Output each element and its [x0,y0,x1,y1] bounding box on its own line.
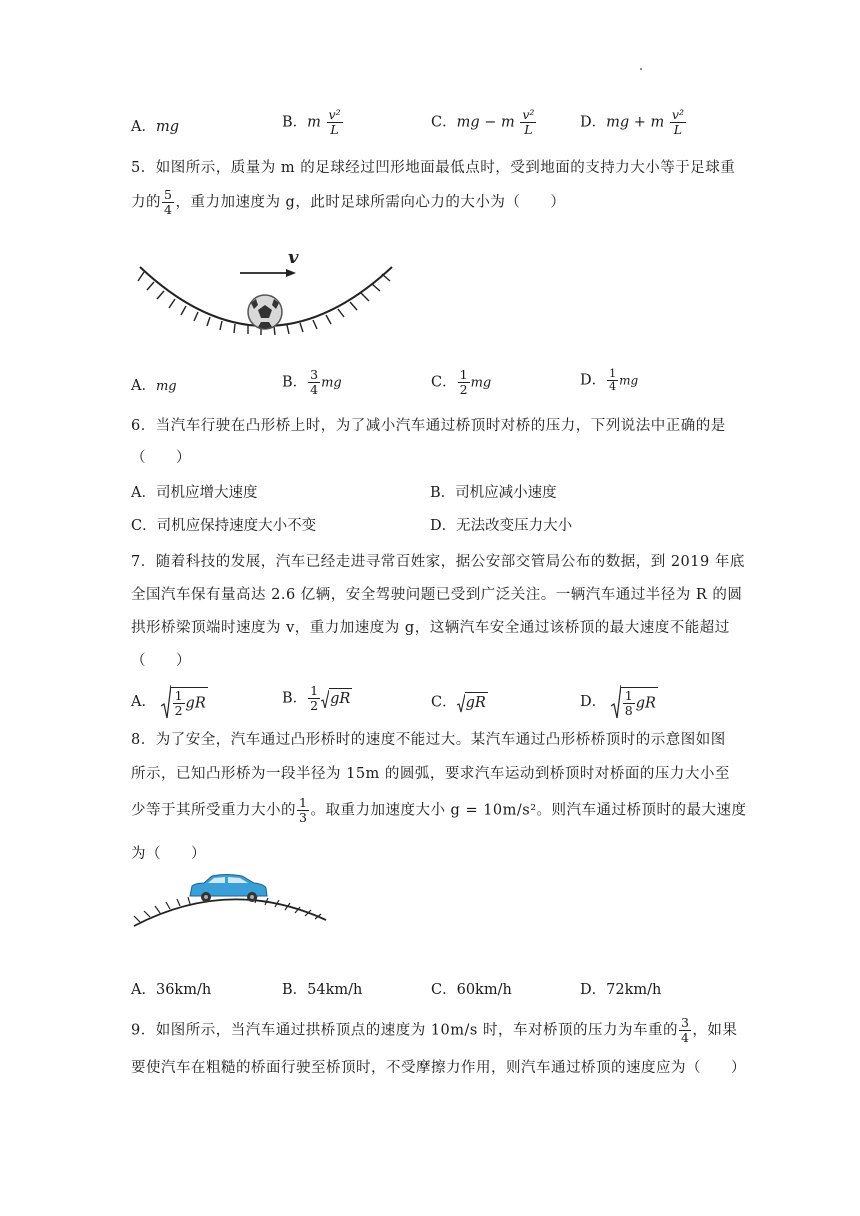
velocity-arrow [286,269,296,277]
q8-option-a: A．36km/h [131,982,212,998]
q7-option-c: C． gR [431,692,488,713]
soccer-ball-icon [248,295,282,329]
q8-line-4: 为（ ） [131,846,206,862]
q5-option-d: D． $\frac{1}{4}$ mg [580,367,639,393]
q7-line-4: （ ） [131,653,191,669]
q5-option-b: B． $\frac{3}{4}$ mg [282,367,342,397]
q8-option-d: D．72km/h [580,982,662,998]
q5-line-1: 5．如图所示，质量为 m 的足球经过凹形地面最低点时，受到地面的支持力大小等于足球重 [131,160,736,176]
q7-line-1: 7．随着科技的发展，汽车已经走进寻常百姓家，据公安部交管局公布的数据，到 2019 年底 [131,554,745,570]
car-icon [190,875,267,903]
q7-option-a: A． $\frac{1}{2}$ gR [131,684,208,720]
q4-option-a: A．mg [131,119,180,135]
q8-line-3: 少等于其所受重力大小的 $\frac{1}{3}$ 。取重力加速度大小 g = 10m/s²。则汽车通过桥顶时的最大速度 [131,795,747,825]
q5-option-a: A．mg [131,378,177,394]
q5-figure-concave-ground [130,245,400,345]
q6-line-1: 6．当汽车行驶在凸形桥上时，为了减小汽车通过桥顶时对桥的压力，下列说法中正确的是 [131,418,726,434]
q6-option-a: A．司机应增大速度 [131,485,258,501]
q6-option-b: B．司机应减小速度 [430,485,557,501]
q7-option-b: B． $\frac{1}{2}$ gR [282,683,351,713]
q9-line-2: 要使汽车在粗糙的桥面行驶至桥顶时，不受摩擦力作用，则汽车通过桥顶的速度应为（ ） [131,1060,746,1076]
q5-line-2: 力的 $\frac{5}{4}$ ，重力加速度为 g，此时足球所需向心力的大小为（ ） [131,187,566,217]
q4-option-c: C．mg − m $\frac{\text{v²}}{L}$ [431,107,535,137]
q9-line-1: 9．如图所示，当汽车通过拱桥顶点的速度为 10m/s 时，车对桥顶的压力为车重的 $\frac{3}{4}$ ，如果 [131,1015,738,1045]
q4-option-b: B．m $\frac{\text{v²}}{L}$ [282,107,341,137]
q8-figure-convex-bridge [130,870,330,934]
q8-option-b: B．54km/h [282,982,363,998]
q4-option-d: D．mg + m $\frac{\text{v²}}{L}$ [580,107,684,137]
q8-line-2: 所示，已知凸形桥为一段半径为 15m 的圆弧，要求汽车运动到桥顶时对桥面的压力大小至 [131,766,730,782]
q7-option-d: D． $\frac{1}{8}$ gR [580,684,658,720]
q6-option-d: D．无法改变压力大小 [430,518,573,534]
velocity-label: v [288,247,299,268]
page-mark [640,68,642,70]
q8-option-c: C．60km/h [431,982,512,998]
q7-line-3: 拱形桥梁顶端时速度为 v，重力加速度为 g，这辆汽车安全通过该桥顶的最大速度不能超过 [131,620,730,636]
q7-line-2: 全国汽车保有量高达 2.6 亿辆，安全驾驶问题已受到广泛关注。一辆汽车通过半径为 R 的圆 [131,587,743,603]
q6-option-c: C．司机应保持速度大小不变 [131,518,317,534]
q8-line-1: 8．为了安全，汽车通过凸形桥时的速度不能过大。某汽车通过凸形桥桥顶时的示意图如图 [131,732,726,748]
q6-line-2: （ ） [131,450,191,466]
q5-option-c: C． $\frac{1}{2}$ mg [431,367,492,397]
